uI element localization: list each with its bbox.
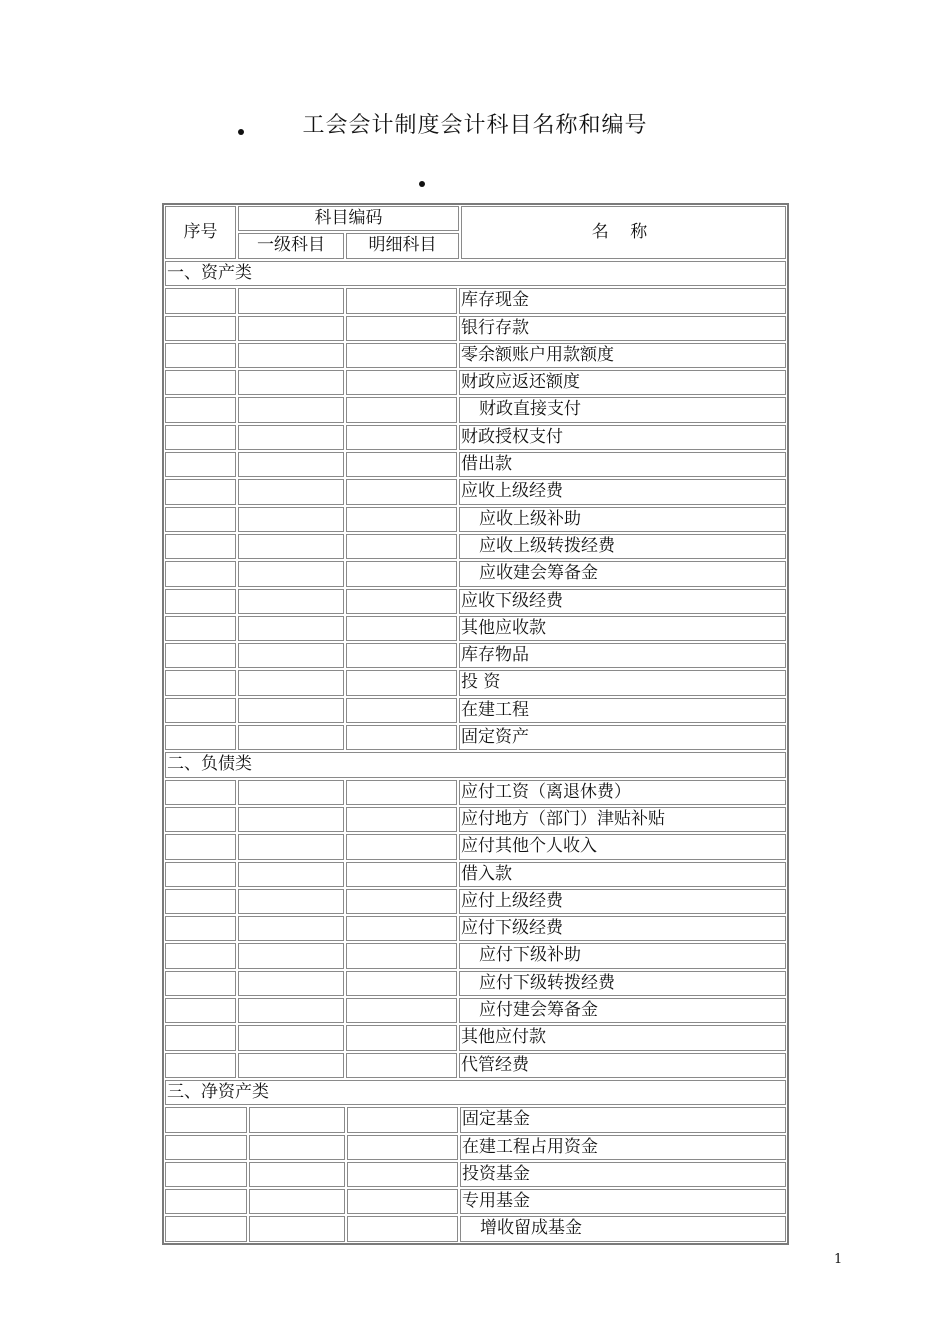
section-label: 三、净资产类 (165, 1080, 786, 1105)
table-row (164, 1134, 787, 1161)
level1-code-cell (238, 589, 344, 614)
seq-cell (165, 561, 236, 586)
seq-cell (165, 1216, 247, 1241)
table-row (164, 997, 787, 1024)
seq-cell (165, 807, 236, 832)
level1-code-cell (238, 670, 344, 695)
account-name-cell: 零余额账户用款额度 (459, 343, 786, 368)
level1-code-cell (238, 616, 344, 641)
account-name-cell: 固定基金 (460, 1107, 786, 1132)
header-name: 名 称 (461, 206, 786, 259)
detail-code-cell (347, 1189, 458, 1214)
level1-code-cell (238, 807, 344, 832)
table-row (164, 779, 787, 806)
level1-code-cell (238, 971, 344, 996)
level1-code-cell (249, 1162, 345, 1187)
seq-cell (165, 943, 236, 968)
detail-code-cell (346, 998, 457, 1023)
account-name-cell: 应付其他个人收入 (459, 834, 786, 859)
level1-code-cell (238, 725, 344, 750)
table-row (164, 451, 787, 478)
account-name-cell: 增收留成基金 (460, 1216, 786, 1241)
account-name-cell: 应收下级经费 (459, 589, 786, 614)
account-name-cell: 应付工资（离退休费） (459, 780, 786, 805)
account-name-cell: 应付下级转拨经费 (459, 971, 786, 996)
detail-code-cell (346, 698, 457, 723)
detail-code-cell (346, 889, 457, 914)
table-row (164, 1024, 787, 1051)
header-code-group (238, 206, 459, 259)
account-name-cell: 专用基金 (460, 1189, 786, 1214)
detail-code-cell (346, 397, 457, 422)
seq-cell (165, 1025, 236, 1050)
detail-code-cell (346, 452, 457, 477)
section-row (164, 260, 787, 287)
account-name-cell: 借入款 (459, 862, 786, 887)
seq-cell (165, 916, 236, 941)
seq-cell (165, 670, 236, 695)
header-seq: 序号 (165, 206, 236, 259)
account-name-cell: 应付建会筹备金 (459, 998, 786, 1023)
table-row (164, 369, 787, 396)
seq-cell (165, 370, 236, 395)
seq-cell (165, 589, 236, 614)
table-row (164, 669, 787, 696)
table-row (164, 970, 787, 997)
detail-code-cell (346, 370, 457, 395)
detail-code-cell (346, 725, 457, 750)
table-row (164, 478, 787, 505)
seq-cell (165, 616, 236, 641)
account-name-cell: 在建工程 (459, 698, 786, 723)
detail-code-cell (346, 616, 457, 641)
level1-code-cell (238, 1053, 344, 1078)
detail-code-cell (346, 916, 457, 941)
seq-cell (165, 1162, 247, 1187)
table-row (164, 1215, 787, 1242)
account-name-cell: 银行存款 (459, 316, 786, 341)
header-level1: 一级科目 (238, 233, 344, 259)
detail-code-cell (347, 1107, 458, 1132)
level1-code-cell (238, 998, 344, 1023)
seq-cell (165, 425, 236, 450)
detail-code-cell (346, 561, 457, 586)
detail-code-cell (346, 343, 457, 368)
account-code-table (162, 203, 789, 1245)
account-name-cell: 财政直接支付 (459, 397, 786, 422)
table-row (164, 724, 787, 751)
account-name-cell: 财政应返还额度 (459, 370, 786, 395)
section-label: 一、资产类 (165, 261, 786, 286)
seq-cell (165, 343, 236, 368)
seq-cell (165, 889, 236, 914)
account-name-cell: 库存物品 (459, 643, 786, 668)
level1-code-cell (238, 343, 344, 368)
account-name-cell: 财政授权支付 (459, 425, 786, 450)
table-row (164, 888, 787, 915)
seq-cell (165, 1053, 236, 1078)
detail-code-cell (346, 507, 457, 532)
table-row (164, 942, 787, 969)
seq-cell (165, 862, 236, 887)
seq-cell (165, 971, 236, 996)
detail-code-cell (346, 316, 457, 341)
detail-code-cell (346, 1053, 457, 1078)
detail-code-cell (346, 670, 457, 695)
seq-cell (165, 452, 236, 477)
seq-cell (165, 1107, 247, 1132)
detail-code-cell (347, 1135, 458, 1160)
seq-cell (165, 643, 236, 668)
account-name-cell: 库存现金 (459, 288, 786, 313)
table-row (164, 697, 787, 724)
header-code-sub (238, 233, 459, 259)
level1-code-cell (238, 943, 344, 968)
page-number: 1 (834, 1252, 843, 1267)
account-name-cell: 借出款 (459, 452, 786, 477)
table-row (164, 833, 787, 860)
seq-cell (165, 534, 236, 559)
table-row (164, 615, 787, 642)
level1-code-cell (238, 370, 344, 395)
account-name-cell: 应付下级经费 (459, 916, 786, 941)
table-row (164, 1188, 787, 1215)
detail-code-cell (346, 780, 457, 805)
level1-code-cell (238, 916, 344, 941)
level1-code-cell (238, 834, 344, 859)
level1-code-cell (238, 534, 344, 559)
account-name-cell: 应付下级补助 (459, 943, 786, 968)
section-row (164, 1079, 787, 1106)
seq-cell (165, 1189, 247, 1214)
table-row (164, 533, 787, 560)
level1-code-cell (238, 561, 344, 586)
seq-cell (165, 725, 236, 750)
detail-code-cell (346, 1025, 457, 1050)
detail-code-cell (346, 971, 457, 996)
account-name-cell: 应收建会筹备金 (459, 561, 786, 586)
table-row (164, 642, 787, 669)
level1-code-cell (238, 643, 344, 668)
detail-code-cell (346, 834, 457, 859)
detail-code-cell (346, 807, 457, 832)
page-title: 工会会计制度会计科目名称和编号 (302, 113, 648, 138)
level1-code-cell (238, 397, 344, 422)
section-row (164, 751, 787, 778)
table-row (164, 424, 787, 451)
level1-code-cell (249, 1216, 345, 1241)
table-row (164, 396, 787, 423)
header-code: 科目编码 (238, 206, 459, 231)
table-row (164, 342, 787, 369)
bullet-dot (238, 129, 244, 135)
account-name-cell: 代管经费 (459, 1053, 786, 1078)
seq-cell (165, 998, 236, 1023)
detail-code-cell (347, 1162, 458, 1187)
level1-code-cell (238, 288, 344, 313)
account-name-cell: 其他应付款 (459, 1025, 786, 1050)
account-name-cell: 应收上级经费 (459, 479, 786, 504)
seq-cell (165, 316, 236, 341)
seq-cell (165, 288, 236, 313)
detail-code-cell (346, 425, 457, 450)
detail-code-cell (346, 943, 457, 968)
level1-code-cell (238, 698, 344, 723)
section-label: 二、负债类 (165, 752, 786, 777)
level1-code-cell (238, 862, 344, 887)
account-name-cell: 应付地方（部门）津贴补贴 (459, 807, 786, 832)
level1-code-cell (249, 1135, 345, 1160)
seq-cell (165, 1135, 247, 1160)
detail-code-cell (346, 479, 457, 504)
seq-cell (165, 397, 236, 422)
seq-cell (165, 479, 236, 504)
detail-code-cell (346, 862, 457, 887)
level1-code-cell (238, 425, 344, 450)
seq-cell (165, 698, 236, 723)
account-name-cell: 固定资产 (459, 725, 786, 750)
level1-code-cell (238, 316, 344, 341)
level1-code-cell (249, 1189, 345, 1214)
seq-cell (165, 834, 236, 859)
level1-code-cell (238, 889, 344, 914)
table-row (164, 560, 787, 587)
detail-code-cell (346, 643, 457, 668)
account-name-cell: 应收上级转拨经费 (459, 534, 786, 559)
level1-code-cell (238, 479, 344, 504)
table-row (164, 861, 787, 888)
detail-code-cell (346, 288, 457, 313)
level1-code-cell (238, 1025, 344, 1050)
detail-code-cell (346, 589, 457, 614)
table-row (164, 506, 787, 533)
account-name-cell: 应收上级补助 (459, 507, 786, 532)
table-row (164, 1106, 787, 1133)
level1-code-cell (238, 780, 344, 805)
table-row (164, 287, 787, 314)
account-name-cell: 在建工程占用资金 (460, 1135, 786, 1160)
account-name-cell: 投资基金 (460, 1162, 786, 1187)
table-row (164, 806, 787, 833)
level1-code-cell (238, 452, 344, 477)
seq-cell (165, 780, 236, 805)
table-header (164, 205, 787, 260)
header-detail: 明细科目 (346, 233, 459, 259)
table-row (164, 1052, 787, 1079)
seq-cell (165, 507, 236, 532)
table-row (164, 315, 787, 342)
account-name-cell: 其他应收款 (459, 616, 786, 641)
table-row (164, 1161, 787, 1188)
bullet-dot (419, 181, 425, 187)
table-row (164, 915, 787, 942)
account-name-cell: 应付上级经费 (459, 889, 786, 914)
level1-code-cell (238, 507, 344, 532)
detail-code-cell (346, 534, 457, 559)
table-row (164, 588, 787, 615)
level1-code-cell (249, 1107, 345, 1132)
account-name-cell: 投 资 (459, 670, 786, 695)
detail-code-cell (347, 1216, 458, 1241)
